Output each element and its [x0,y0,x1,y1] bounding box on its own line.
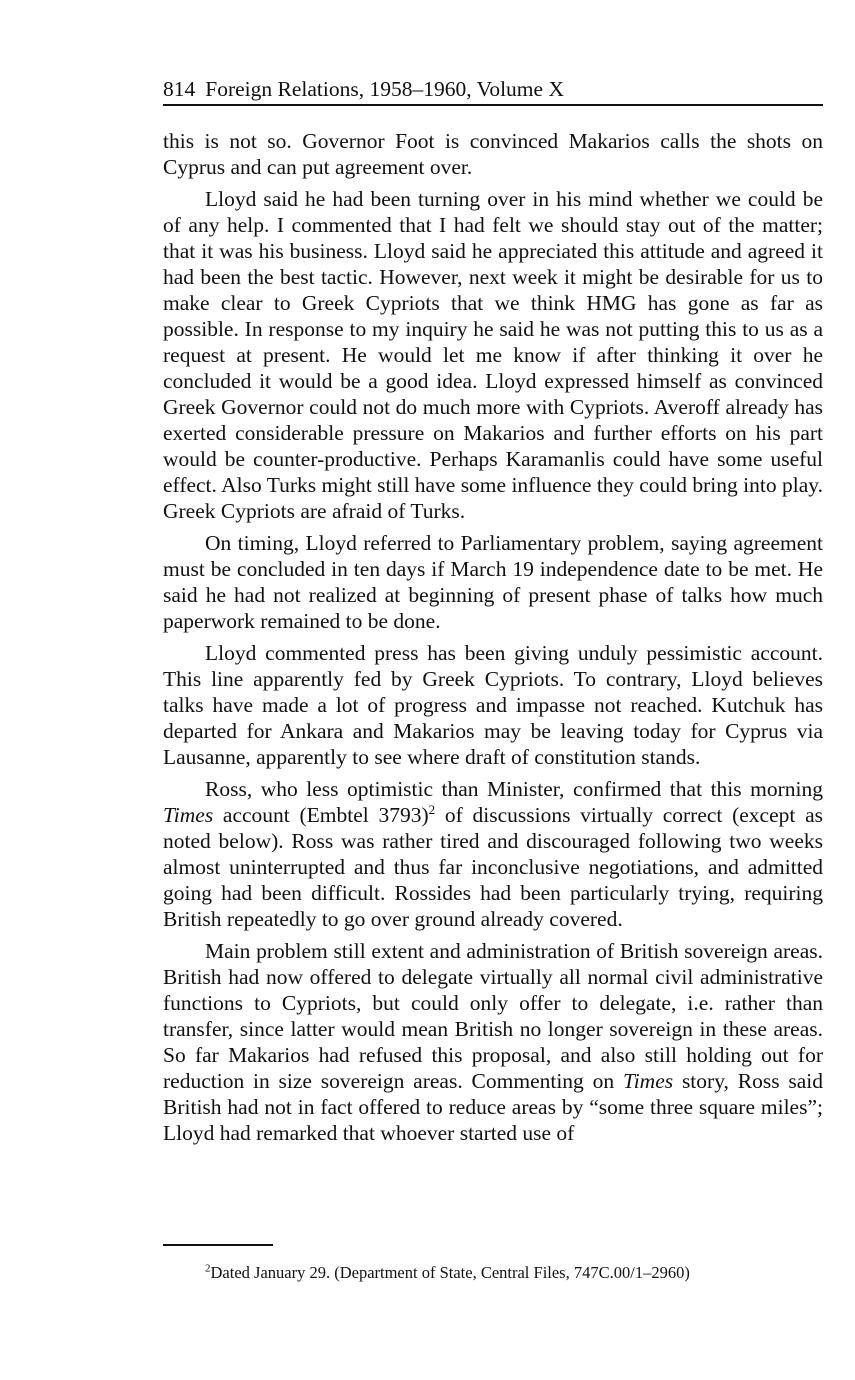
times-italic: Times [163,803,214,827]
paragraph-ross: Ross, who less optimistic than Minister, confirmed that this morning Times account (Embtel 3793)$^2$ of discussions virtually correct (except as noted below). Ross was rather tired and discouraged following two weeks almost uninterrupted and thus far inconclusive negotiations, and admitted going had been difficult. Rossides had been particularly trying, requiring British repeatedly to go over ground already covered. [163,777,823,931]
footnote [205,1262,825,1284]
paragraph-lloyd-help: Lloyd said he had been turning over in his mind whether we could be of any help. I commented that I had felt we should stay out of the matter; that it was his business. Lloyd said he appreciated this attitude and agreed it had been the best tactic. However, next week it might be desirable for us to make clear to Greek Cypriots that we think HMG has gone as far as possible. In response to my inquiry he said he was not putting this to us as a request at present. He would let me know if after thinking it over he concluded it would be a good idea. Lloyd expressed himself as convinced Greek Governor could not do much more with Cypriots. Averoff already has exerted considerable pressure on Makarios and further efforts on his part would be counter-productive. Perhaps Karamanlis could have some useful effect. Also Turks might still have some influence they could bring into play. Greek Cypriots are afraid of Turks. [163,187,823,523]
running-title: Foreign Relations, 1958–1960, Volume X [205,77,564,101]
footnote-marker: 2 [428,801,436,817]
footnote-number: 2 [205,1262,211,1275]
page-number: 814 [163,77,196,101]
paragraph-sovereign-areas: Main problem still extent and administration of British sovereign areas. British had now offered to delegate virtually all normal civil administrative functions to Cypriots, but could only offer to delegate, i.e. rather than transfer, since latter would mean British no longer sovereign in these areas. So far Makarios had refused this proposal, and also still holding out for reduction in size sovereign areas. Commenting on Times story, Ross said British had not in fact offered to reduce areas by “some three square miles”; Lloyd had remarked that whoever started use of [163,939,824,1145]
times-italic: Times [622,1069,674,1093]
paragraph-continued: this is not so. Governor Foot is convinced Makarios calls the shots on Cyprus and can put agreement over. [163,129,823,179]
running-head [163,76,823,106]
paragraph-timing: On timing, Lloyd referred to Parliamentary problem, saying agreement must be concluded in ten days if March 19 independence date to be met. He said he had not realized at beginning of present phase of talks how much paperwork remained to be done. [163,531,823,633]
body-text [163,128,823,1152]
footnote-text: Dated January 29. (Department of State, Central Files, 747C.00/1–2960) [210,1263,690,1282]
footnote-rule [163,1244,273,1246]
paragraph-press: Lloyd commented press has been giving unduly pessimistic account. This line apparently fed by Greek Cypriots. To contrary, Lloyd believes talks have made a lot of progress and impasse not reached. Kutchuk has departed for Ankara and Makarios may be leaving today for Cyprus via Lausanne, apparently to see where draft of constitution stands. [163,641,823,769]
